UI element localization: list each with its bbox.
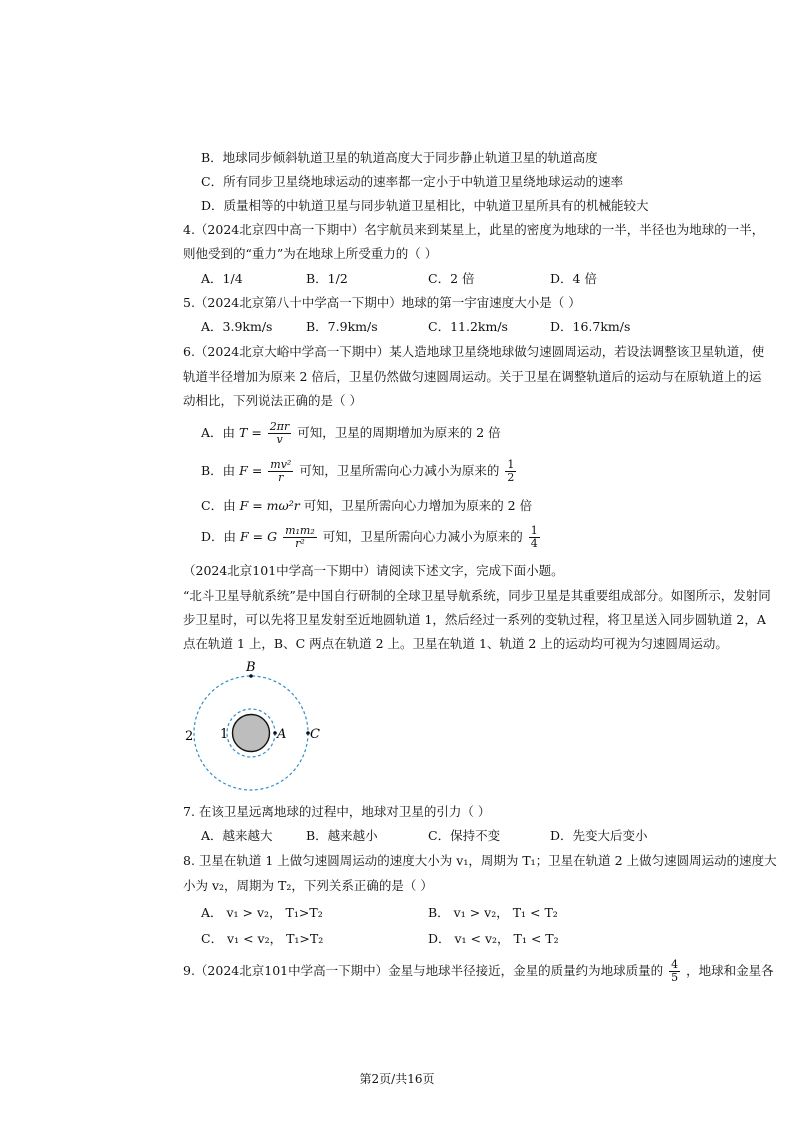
q6-d-prefix: D．由 [201,529,237,544]
q7-option-d: D．先变大后变小 [550,828,648,843]
q8-option-d: D． v₁ < v₂， T₁ < T₂ [428,931,559,946]
earth [233,715,270,752]
q6-a-prefix: A．由 [201,425,236,440]
q7-option-a: A．越来越大 [201,828,273,843]
q6-stem-line3: 动相比，下列说法正确的是（ ） [183,393,362,408]
q6-b-prefix: B．由 [201,463,236,478]
q6-d-fraction [283,525,317,550]
q6-stem-line1: 6.（2024北京大峪中学高一下期中）某人造地球卫星绕地球做匀速圆周运动，若设法调整该卫星轨道，使 [183,344,765,359]
q6-b-formula: F = [239,463,263,478]
q5-stem: 5.（2024北京第八十中学高一下期中）地球的第一宇宙速度大小是（ ） [183,295,581,310]
page-number: 第2页/共16页 [359,1072,435,1086]
passage-header: （2024北京101中学高一下期中）请阅读下述文字，完成下面小题。 [183,563,564,578]
q4-stem-line1: 4.（2024北京四中高一下期中）名宇航员来到某星上，此星的密度为地球的一半，半径也为地球的一半， [183,222,765,237]
q6-d-text: 可知，卫星所需向心力减小为原来的 [322,529,523,544]
q6-b-denominator: r [278,471,284,484]
q6-option-d [201,523,542,551]
q8-stem-line2: 小为 v₂，周期为 T₂，下列关系正确的是（ ） [183,878,433,893]
q6-a-fraction [268,421,292,446]
q3-option-d: D．质量相等的中轨道卫星与同步轨道卫星相比，中轨道卫星所具有的机械能较大 [201,198,649,213]
q9-fraction [669,959,680,984]
q4-option-d: D．4 倍 [550,271,597,286]
q9-text-post: ，地球和金星各 [686,963,774,978]
q8-option-b: B． v₁ > v₂， T₁ < T₂ [428,905,558,920]
label-c: C [310,727,320,742]
q6-option-c [201,497,532,515]
q5-option-c: C．11.2km/s [428,319,508,334]
q9-stem [183,957,774,985]
q6-stem-line2: 轨道半径增加为原来 2 倍后，卫星仍然做匀速圆周运动。关于卫星在调整轨道后的运动与在原轨道上的运 [183,369,762,384]
q6-d-denominator: r² [295,537,305,550]
q3-option-b: B．地球同步倾斜轨道卫星的轨道高度大于同步静止轨道卫星的轨道高度 [201,150,598,165]
q9-fraction-num: 4 [671,958,679,971]
q6-c-prefix: C．由 [201,498,236,513]
orbit-diagram [178,660,338,800]
q9-text-pre: 9.（2024北京101中学高一下期中）金星与地球半径接近，金星的质量约为地球质量的 [183,963,664,978]
q6-c-formula: F = mω²r [239,498,300,513]
q6-c-text: 可知，卫星所需向心力增加为原来的 2 倍 [303,498,533,513]
q5-option-d: D．16.7km/s [550,319,631,334]
q4-option-a: A．1/4 [201,271,243,286]
q6-b-ratio-num: 1 [507,458,515,471]
label-orbit-1: 1 [220,727,229,742]
q6-option-b [201,457,518,485]
q6-b-fraction [268,459,293,484]
q6-a-text: 可知，卫星的周期增加为原来的 2 倍 [297,425,501,440]
q6-option-a [201,419,501,447]
q4-stem-line2: 则他受到的“重力”为在地球上所受重力的（ ） [183,246,438,261]
q6-a-denominator: v [276,433,283,446]
label-orbit-2: 2 [185,729,194,744]
q7-option-b: B．越来越小 [306,828,378,843]
q6-a-numerator: 2πr [269,420,290,433]
q8-stem-line1: 8. 卫星在轨道 1 上做匀速圆周运动的速度大小为 v₁，周期为 T₁；卫星在轨道 2 上做匀速圆周运动的速度大 [183,853,777,868]
passage-line2: 步卫星时，可以先将卫星发射至近地圆轨道 1，然后经过一系列的变轨过程，将卫星送入同步圆轨道 2，A [183,612,766,627]
q6-d-ratio-num: 1 [530,524,538,537]
q5-option-b: B．7.9km/s [306,319,378,334]
q7-stem: 7. 在该卫星远离地球的过程中，地球对卫星的引力（ ） [183,804,491,819]
q6-d-formula: F = G [240,529,278,544]
q4-option-b: B．1/2 [306,271,348,286]
passage-line1: “北斗卫星导航系统”是中国自行研制的全球卫星导航系统，同步卫星是其重要组成部分。如图所示，发射同 [183,588,771,603]
q6-d-ratio-den: 4 [530,537,538,550]
q8-option-c: C． v₁ < v₂， T₁>T₂ [201,931,324,946]
q6-b-ratio-den: 2 [507,471,515,484]
label-a: A [277,727,287,742]
q6-b-ratio [505,459,516,484]
q6-a-formula: T = [239,425,262,440]
q5-option-a: A．3.9km/s [201,319,273,334]
q6-d-ratio [529,525,540,550]
q6-b-text: 可知，卫星所需向心力减小为原来的 [299,463,500,478]
q3-option-c: C．所有同步卫星绕地球运动的速率都一定小于中轨道卫星绕地球运动的速率 [201,174,624,189]
q6-b-numerator: mv² [270,458,292,471]
passage-line3: 点在轨道 1 上，B、C 两点在轨道 2 上。卫星在轨道 1、轨道 2 上的运动均可视为匀速圆周运动。 [183,636,728,651]
q7-option-c: C．保持不变 [428,828,501,843]
q9-fraction-den: 5 [671,971,679,984]
q4-option-c: C．2 倍 [428,271,475,286]
q8-option-a: A． v₁ > v₂， T₁>T₂ [201,905,323,920]
q6-d-numerator: m₁m₂ [285,524,315,537]
label-b: B [246,660,256,675]
